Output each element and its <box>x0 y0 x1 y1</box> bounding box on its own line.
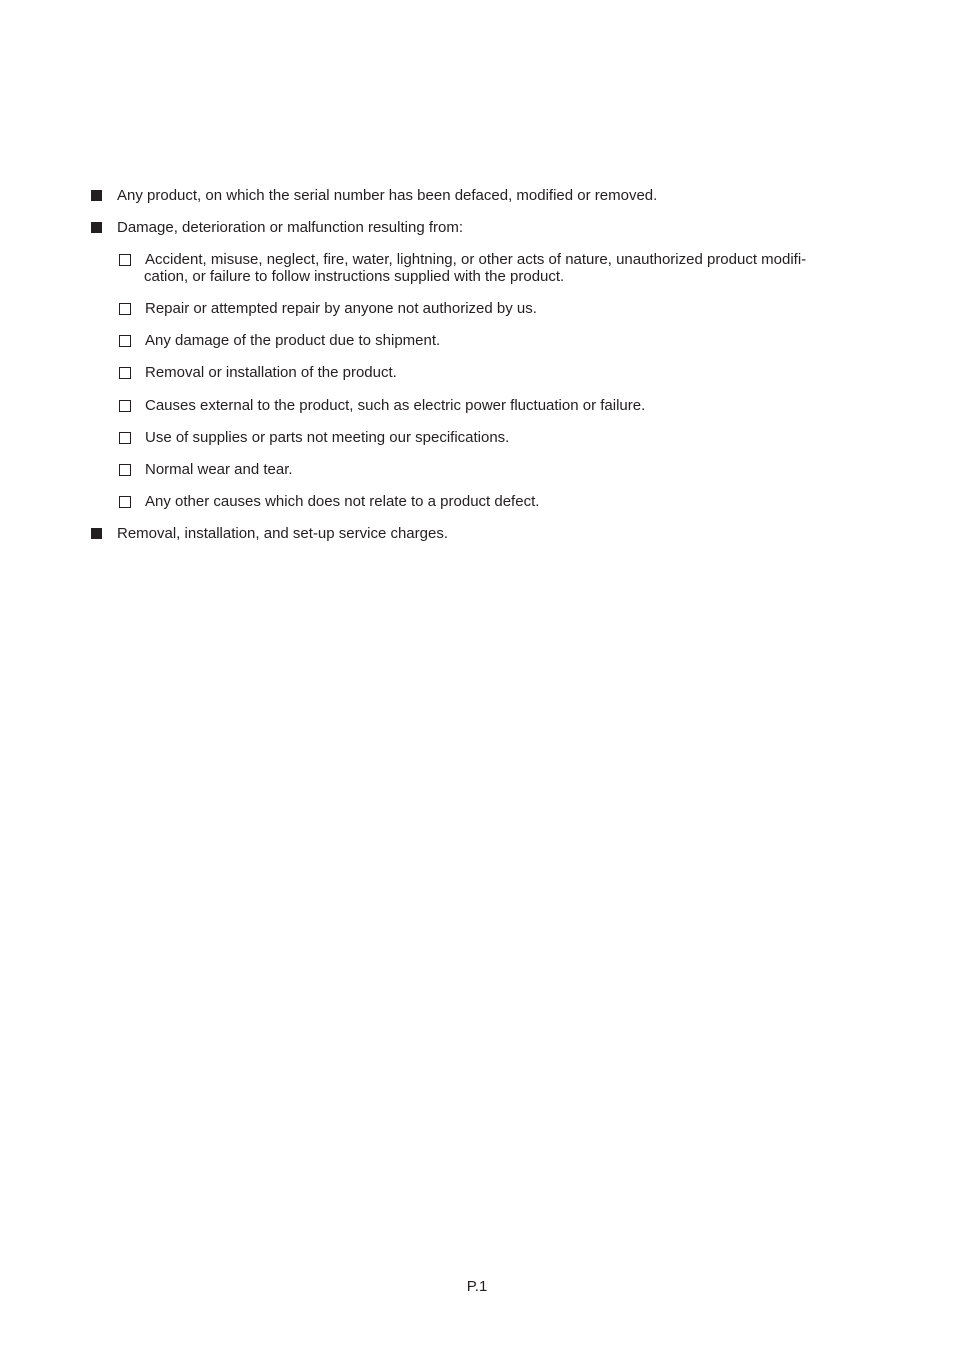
sub-list-item-text: Use of supplies or parts not meeting our specifications. <box>145 429 510 446</box>
sub-list-item <box>119 397 645 414</box>
sub-list-item-line: Accident, misuse, neglect, fire, water, lightning, or other acts of nature, unauthorized product modifi- <box>145 251 807 268</box>
empty-square-bullet-icon <box>119 496 131 508</box>
empty-square-bullet-icon <box>119 254 131 266</box>
filled-square-bullet-icon <box>91 190 102 201</box>
list-item-text: Removal, installation, and set-up service charges. <box>117 525 448 542</box>
list-item <box>91 187 657 204</box>
sub-list-item-line: cation, or failure to follow instructions supplied with the product. <box>144 268 565 285</box>
empty-square-bullet-icon <box>119 400 131 412</box>
sub-list-item <box>119 461 293 478</box>
empty-square-bullet-icon <box>119 464 131 476</box>
sub-list-item-text: Repair or attempted repair by anyone not authorized by us. <box>145 300 537 317</box>
filled-square-bullet-icon <box>91 528 102 539</box>
sub-list-item <box>119 332 440 349</box>
sub-list-item-text: Normal wear and tear. <box>145 461 293 478</box>
sub-list-item-text: Causes external to the product, such as electric power fluctuation or failure. <box>145 397 646 414</box>
sub-list-item-text <box>145 251 806 285</box>
sub-list-item-text: Any other causes which does not relate to a product defect. <box>145 493 540 510</box>
list-item <box>91 219 463 236</box>
empty-square-bullet-icon <box>119 432 131 444</box>
list-item-text: Any product, on which the serial number has been defaced, modified or removed. <box>117 187 658 204</box>
empty-square-bullet-icon <box>119 335 131 347</box>
sub-list-item <box>119 364 397 381</box>
sub-list-item-text: Any damage of the product due to shipment. <box>145 332 441 349</box>
empty-square-bullet-icon <box>119 367 131 379</box>
empty-square-bullet-icon <box>119 303 131 315</box>
sub-list-item <box>119 429 509 446</box>
list-item-text: Damage, deterioration or malfunction resulting from: <box>117 219 463 236</box>
page-number: P.1 <box>466 1278 488 1295</box>
list-item <box>91 525 448 542</box>
sub-list-item <box>119 493 539 510</box>
sub-list-item <box>119 300 537 317</box>
filled-square-bullet-icon <box>91 222 102 233</box>
sub-list-item-text: Removal or installation of the product. <box>145 364 397 381</box>
sub-list-item <box>119 251 806 285</box>
